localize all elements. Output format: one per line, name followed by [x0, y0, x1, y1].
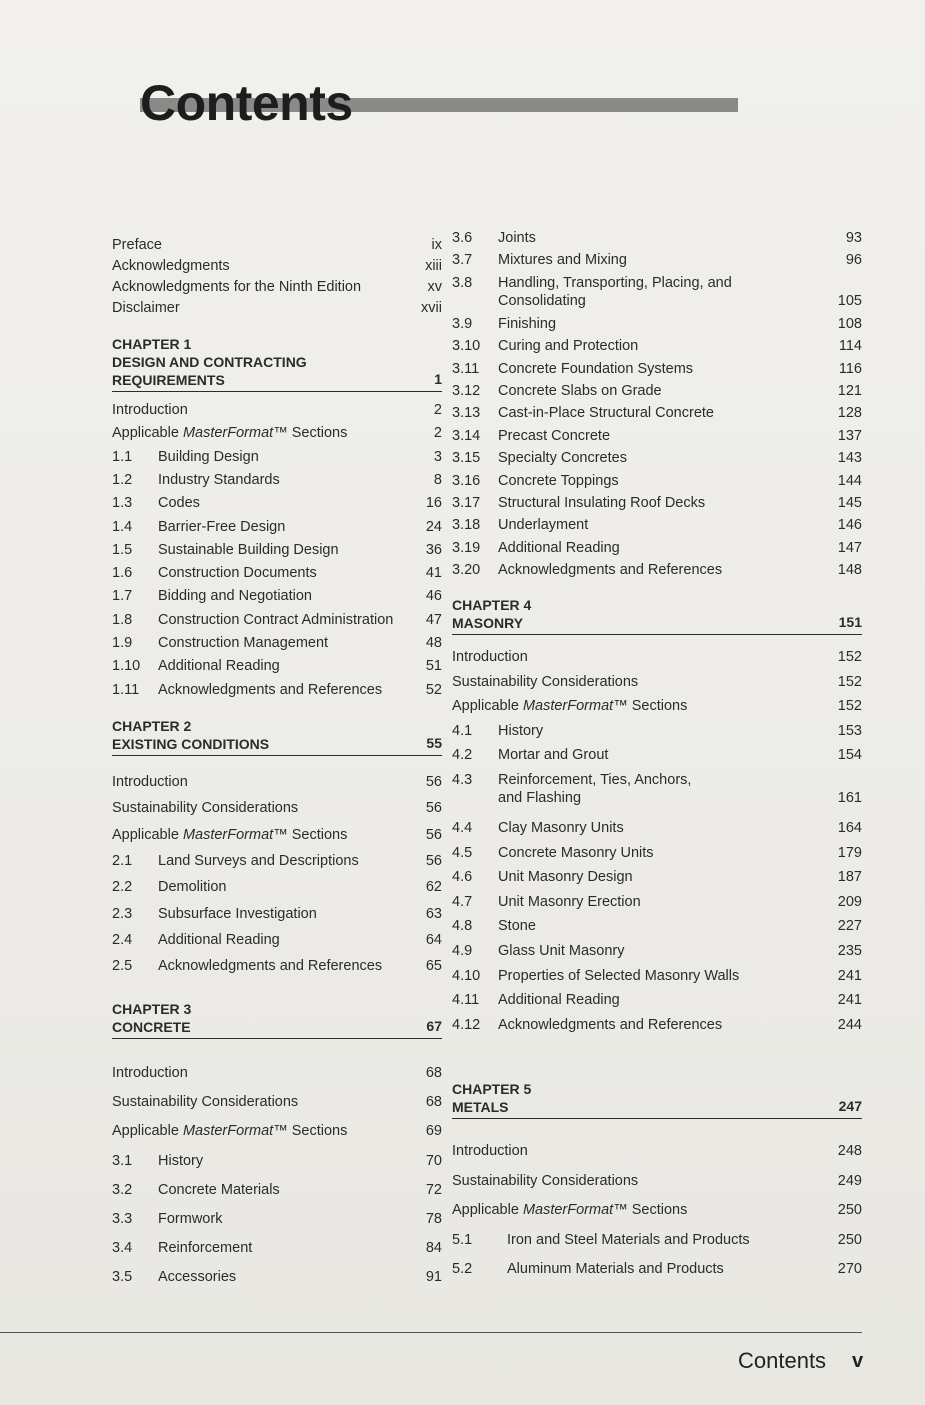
section-title: Mixtures and Mixing	[498, 252, 627, 269]
section-title: Curing and Protection	[498, 338, 639, 355]
section-number: 1.1	[112, 448, 133, 465]
toc-entry	[452, 723, 862, 739]
section-number: 4.11	[452, 992, 480, 1009]
page-ref: 241	[837, 992, 862, 1009]
section-title: Acknowledgments and References	[498, 1016, 723, 1033]
toc-entry	[112, 472, 442, 488]
section-title: Accessories	[158, 1269, 237, 1286]
toc-entry	[112, 932, 442, 948]
toc-entry	[112, 879, 442, 895]
toc-entry	[112, 495, 442, 511]
toc-entry	[452, 918, 862, 934]
toc-entry	[112, 658, 442, 674]
page-ref: 154	[837, 747, 862, 764]
section-title: Barrier-Free Design	[158, 518, 286, 535]
page-ref: 187	[837, 869, 862, 886]
page-ref: 146	[837, 517, 862, 534]
toc-entry	[112, 1182, 442, 1198]
toc-entry	[112, 542, 442, 558]
section-number: 3.1	[112, 1152, 133, 1169]
section-title: Introduction	[452, 1143, 528, 1159]
section-number: 1.7	[112, 588, 133, 605]
section-title: Concrete Slabs on Grade	[498, 383, 662, 399]
toc-entry	[112, 906, 442, 922]
section-number: 1.10	[112, 658, 141, 675]
section-number: 1.5	[112, 541, 133, 558]
chapter-heading	[452, 1080, 862, 1119]
page-ref: 144	[837, 472, 862, 489]
page-ref: 148	[837, 562, 862, 579]
toc-entry	[112, 258, 442, 274]
section-number: 1.2	[112, 471, 133, 488]
page-ref: 235	[837, 943, 862, 959]
chapter-page: 151	[838, 614, 862, 630]
chapter-page: 1	[434, 371, 442, 387]
page-ref: ix	[431, 237, 442, 253]
toc-entry	[452, 428, 862, 444]
page-ref: 105	[837, 292, 862, 309]
toc-entry	[452, 252, 862, 268]
toc-entry	[452, 316, 862, 332]
section-title: Construction Documents	[158, 565, 317, 582]
toc-entry	[112, 1153, 442, 1169]
section-number: 3.9	[452, 315, 473, 332]
chapter-heading-line: MASONRY	[452, 615, 524, 631]
chapter-heading	[112, 1000, 442, 1039]
section-title: Concrete Materials	[158, 1181, 280, 1198]
toc-entry	[112, 958, 442, 974]
page-ref: 41	[425, 565, 442, 582]
page-ref: 78	[425, 1211, 442, 1227]
section-title: Acknowledgments and References	[158, 681, 383, 698]
page-ref: 250	[837, 1202, 862, 1218]
section-number: 3.14	[452, 427, 481, 444]
page-ref: 114	[838, 338, 862, 355]
section-title: History	[498, 722, 544, 739]
page-ref: 3	[433, 448, 442, 465]
chapter-heading-line: DESIGN AND CONTRACTING	[112, 354, 307, 370]
toc-entry	[452, 674, 862, 690]
section-number: 5.1	[452, 1231, 473, 1248]
section-title: Applicable MasterFormat™ Sections	[112, 826, 348, 843]
running-footer: Contents	[738, 1348, 827, 1373]
section-number: 1.8	[112, 611, 133, 628]
page-ref: 56	[425, 774, 442, 790]
toc-entry	[452, 1143, 862, 1159]
toc-entry	[112, 1094, 442, 1110]
page-ref: 108	[837, 315, 862, 332]
page-ref: 16	[425, 495, 442, 512]
chapter-heading-line: CHAPTER 2	[112, 718, 192, 734]
page-ref: 68	[425, 1065, 442, 1081]
chapter-heading-line: CONCRETE	[112, 1019, 191, 1035]
page-ref: 51	[425, 658, 442, 675]
section-title: Iron and Steel Materials and Products	[507, 1231, 750, 1248]
page-ref: 65	[425, 958, 442, 975]
toc-entry	[452, 1202, 862, 1218]
toc-entry	[452, 361, 862, 377]
section-number: 5.2	[452, 1261, 473, 1277]
section-title: Subsurface Investigation	[158, 905, 317, 922]
page-ref: 47	[425, 611, 442, 628]
section-title: Stone	[498, 918, 536, 935]
page-ref: 209	[837, 893, 862, 910]
page-ref: 91	[425, 1269, 442, 1286]
toc-entry	[452, 943, 862, 959]
toc-entry	[112, 425, 442, 441]
page-ref: 72	[425, 1181, 442, 1198]
chapter-heading-line: CHAPTER 3	[112, 1001, 192, 1017]
page-ref: 248	[837, 1143, 862, 1159]
page-ref: 56	[425, 826, 442, 843]
toc-entry	[452, 274, 862, 309]
page-ref: 164	[837, 820, 862, 836]
page-ref: 250	[837, 1231, 862, 1248]
section-number: 2.4	[112, 931, 133, 948]
section-number: 4.2	[452, 747, 473, 764]
page-ref: 161	[837, 790, 862, 806]
toc-entry	[112, 827, 442, 843]
page-ref: 8	[433, 471, 442, 488]
page-ref: 152	[837, 673, 862, 690]
section-title: Land Surveys and Descriptions	[158, 852, 359, 869]
section-number: 3.17	[452, 495, 481, 511]
section-title: Joints	[498, 230, 536, 246]
section-title: Introduction	[112, 1065, 188, 1081]
toc-entry	[452, 230, 862, 246]
chapter-heading-line: METALS	[452, 1099, 509, 1115]
page-ref: 128	[837, 405, 862, 422]
chapter-page: 67	[426, 1018, 442, 1034]
page-ref: xv	[427, 279, 442, 295]
section-title: Bidding and Negotiation	[158, 588, 312, 605]
section-number: 4.1	[452, 722, 473, 739]
page-ref: 70	[425, 1152, 442, 1169]
page-ref: 145	[837, 495, 862, 511]
page-ref: 143	[837, 450, 862, 467]
page-ref: 52	[425, 681, 442, 698]
page-ref: 93	[845, 230, 862, 246]
toc-entry	[112, 800, 442, 816]
section-number: 3.4	[112, 1240, 133, 1257]
page-ref: 241	[837, 967, 862, 984]
section-title-cont: and Flashing	[498, 790, 582, 806]
toc-entry	[452, 1173, 862, 1189]
section-number: 2.5	[112, 958, 133, 975]
page-ref: 64	[425, 931, 442, 948]
section-title: Finishing	[498, 315, 557, 332]
toc-entry	[112, 1065, 442, 1081]
page-ref: xvii	[421, 300, 442, 316]
toc-entry	[452, 747, 862, 763]
toc-entry	[112, 300, 442, 316]
section-number: 4.12	[452, 1016, 481, 1033]
page-ref: 147	[837, 539, 862, 556]
section-number: 4.3	[452, 772, 473, 788]
section-number: 4.10	[452, 967, 481, 984]
section-title: History	[158, 1152, 204, 1169]
toc-entry	[452, 338, 862, 354]
page-ref: 62	[425, 879, 442, 896]
toc-entry	[452, 1017, 862, 1033]
page-ref: 48	[425, 635, 442, 651]
section-title: Formwork	[158, 1211, 223, 1227]
page-ref: 24	[425, 518, 442, 535]
section-title: Disclaimer	[112, 300, 180, 316]
page-ref: 63	[425, 905, 442, 922]
toc-entry	[452, 562, 862, 578]
chapter-page: 247	[838, 1098, 862, 1114]
section-title: Acknowledgments	[112, 258, 230, 274]
section-title: Applicable MasterFormat™ Sections	[452, 1202, 688, 1218]
section-number: 3.7	[452, 252, 473, 269]
toc-entry	[112, 612, 442, 628]
section-title: Mortar and Grout	[498, 747, 609, 764]
toc-entry	[112, 237, 442, 253]
toc-entry	[112, 635, 442, 651]
toc-entry	[452, 540, 862, 556]
section-title: Additional Reading	[158, 931, 280, 948]
toc-entry	[452, 894, 862, 910]
toc-entry	[112, 519, 442, 535]
toc-entry	[452, 992, 862, 1008]
section-title: Introduction	[112, 402, 188, 418]
page-ref: 46	[425, 588, 442, 605]
section-title: Applicable MasterFormat™ Sections	[112, 425, 348, 442]
chapter-heading-line: REQUIREMENTS	[112, 372, 225, 388]
toc-entry	[452, 473, 862, 489]
section-title: Sustainability Considerations	[452, 1172, 639, 1189]
section-title: Clay Masonry Units	[498, 820, 624, 836]
section-title: Cast-in-Place Structural Concrete	[498, 405, 714, 422]
page-ref: 137	[837, 427, 862, 444]
page-ref: 96	[845, 252, 862, 269]
section-number: 1.9	[112, 635, 133, 651]
toc-entry	[452, 495, 862, 511]
page-ref: 121	[837, 383, 862, 399]
page-ref: 36	[425, 541, 442, 558]
section-title: Underlayment	[498, 517, 589, 534]
section-title-cont: Consolidating	[498, 292, 586, 309]
page-ref: 56	[425, 800, 442, 817]
section-number: 3.8	[452, 274, 473, 291]
page-ref: 249	[837, 1172, 862, 1189]
section-number: 4.7	[452, 893, 473, 910]
toc-entry	[452, 1232, 862, 1248]
section-title: Codes	[158, 495, 200, 512]
toc-entry	[452, 405, 862, 421]
toc-entry	[112, 853, 442, 869]
section-title: Acknowledgments for the Ninth Edition	[112, 279, 362, 295]
section-title: Glass Unit Masonry	[498, 943, 625, 959]
section-number: 3.6	[452, 230, 473, 246]
section-title: Concrete Foundation Systems	[498, 360, 694, 377]
page-ref: 152	[837, 698, 862, 715]
section-number: 3.20	[452, 562, 481, 579]
section-title: Introduction	[452, 649, 528, 665]
section-number: 1.6	[112, 565, 133, 582]
toc-entry	[112, 1240, 442, 1256]
section-title: Industry Standards	[158, 471, 280, 488]
toc-entry	[452, 649, 862, 665]
toc-entry	[452, 772, 862, 806]
page-ref: 227	[837, 918, 862, 935]
section-number: 4.8	[452, 918, 473, 935]
chapter-heading	[112, 717, 442, 756]
page-ref: 153	[837, 722, 862, 739]
section-number: 2.2	[112, 879, 133, 896]
page-ref: xiii	[425, 258, 442, 274]
page-ref: 2	[433, 425, 442, 442]
toc-entry	[112, 682, 442, 698]
page-ref: 179	[837, 844, 862, 861]
section-title: Structural Insulating Roof Decks	[498, 495, 706, 511]
section-number: 3.11	[452, 360, 480, 377]
section-number: 3.13	[452, 405, 481, 422]
section-title: Sustainable Building Design	[158, 541, 339, 558]
section-title: Unit Masonry Erection	[498, 893, 641, 910]
toc-entry	[452, 383, 862, 399]
section-title: Precast Concrete	[498, 427, 611, 444]
chapter-heading-line: EXISTING CONDITIONS	[112, 736, 270, 752]
page-ref: 68	[425, 1094, 442, 1111]
section-number: 4.4	[452, 820, 473, 836]
section-number: 3.3	[112, 1211, 133, 1227]
section-number: 3.18	[452, 517, 481, 534]
section-number: 2.1	[112, 852, 133, 869]
toc-entry	[112, 279, 442, 295]
section-title: Introduction	[112, 774, 188, 790]
chapter-heading-line: CHAPTER 4	[452, 597, 532, 613]
page-number: v	[852, 1350, 864, 1372]
footer-rule	[0, 1332, 862, 1333]
section-number: 3.10	[452, 338, 481, 355]
section-title: Properties of Selected Masonry Walls	[498, 967, 740, 984]
toc-entry	[112, 1123, 442, 1139]
toc-entry	[452, 450, 862, 466]
section-title: Reinforcement, Ties, Anchors,	[498, 772, 692, 788]
toc-entry	[112, 402, 442, 418]
section-title: Handling, Transporting, Placing, and	[498, 274, 732, 291]
section-title: Acknowledgments and References	[158, 958, 383, 975]
chapter-heading	[112, 335, 442, 392]
toc-entry	[452, 698, 862, 714]
section-title: Aluminum Materials and Products	[507, 1261, 724, 1277]
section-title: Unit Masonry Design	[498, 869, 633, 886]
section-number: 4.9	[452, 943, 473, 959]
section-title: Sustainability Considerations	[452, 673, 639, 690]
page-title: Contents	[140, 75, 353, 131]
toc-entry	[112, 1269, 442, 1285]
section-title: Additional Reading	[158, 658, 280, 675]
toc-entry	[452, 517, 862, 533]
section-number: 1.3	[112, 495, 133, 512]
section-title: Additional Reading	[498, 539, 620, 556]
section-title: Sustainability Considerations	[112, 800, 299, 817]
section-title: Reinforcement	[158, 1240, 253, 1257]
toc-entry	[452, 968, 862, 984]
section-title: Additional Reading	[498, 992, 620, 1009]
toc-entry	[452, 1261, 862, 1277]
toc-entry	[112, 565, 442, 581]
toc-entry	[452, 845, 862, 861]
toc-entry	[112, 774, 442, 790]
section-number: 3.2	[112, 1181, 133, 1198]
section-title: Construction Contract Administration	[158, 611, 394, 628]
toc-entry	[112, 449, 442, 465]
page-ref: 56	[425, 852, 442, 869]
section-number: 3.19	[452, 539, 481, 556]
page-ref: 84	[425, 1240, 442, 1257]
section-number: 2.3	[112, 905, 133, 922]
section-number: 1.4	[112, 518, 133, 535]
page-ref: 270	[837, 1261, 862, 1277]
section-number: 1.11	[112, 681, 140, 698]
section-title: Applicable MasterFormat™ Sections	[452, 698, 688, 715]
chapter-heading-line: CHAPTER 5	[452, 1081, 532, 1097]
section-title: Concrete Toppings	[498, 472, 619, 489]
section-number: 3.12	[452, 383, 481, 399]
chapter-heading-line: CHAPTER 1	[112, 336, 192, 352]
chapter-heading	[452, 596, 862, 635]
toc-entry	[452, 869, 862, 885]
page-ref: 152	[837, 649, 862, 665]
page-ref: 69	[425, 1123, 442, 1140]
section-number: 4.6	[452, 869, 473, 886]
section-title: Acknowledgments and References	[498, 562, 723, 579]
chapter-page: 55	[426, 735, 442, 751]
section-number: 3.5	[112, 1269, 133, 1286]
section-title: Sustainability Considerations	[112, 1094, 299, 1111]
page-ref: 116	[838, 360, 862, 377]
section-title: Applicable MasterFormat™ Sections	[112, 1123, 348, 1140]
section-title: Specialty Concretes	[498, 450, 627, 467]
section-number: 3.16	[452, 472, 481, 489]
section-number: 4.5	[452, 844, 473, 861]
toc-entry	[452, 820, 862, 836]
page-ref: 2	[433, 402, 442, 418]
section-title: Preface	[112, 237, 162, 253]
page-ref: 244	[837, 1016, 862, 1033]
section-title: Construction Management	[158, 635, 329, 651]
toc-entry	[112, 588, 442, 604]
section-title: Building Design	[158, 448, 259, 465]
section-number: 3.15	[452, 450, 481, 467]
section-title: Concrete Masonry Units	[498, 844, 654, 861]
section-title: Demolition	[158, 879, 227, 896]
toc-entry	[112, 1211, 442, 1227]
